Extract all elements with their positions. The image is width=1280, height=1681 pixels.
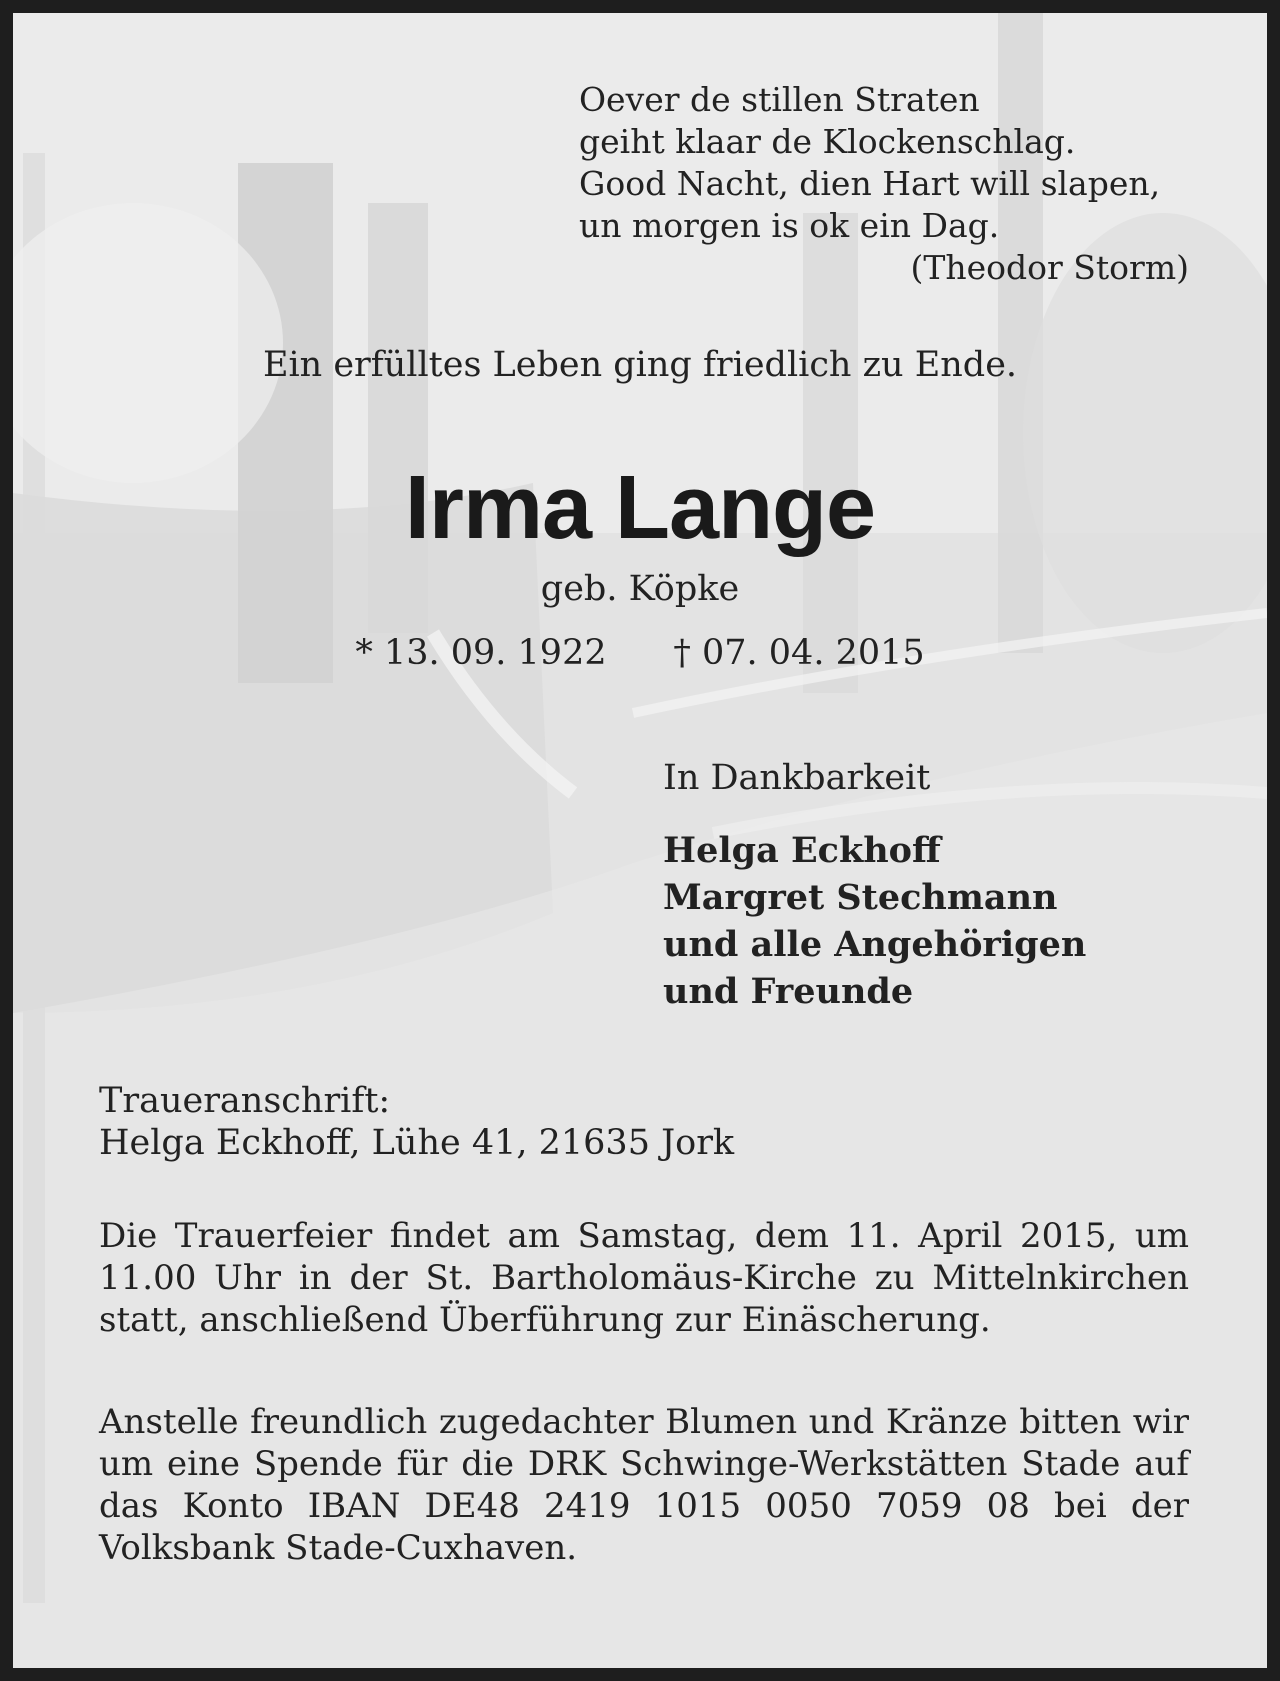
funeral-info-paragraph: Die Trauerfeier findet am Samstag, dem 11. April 2015, um 11.00 Uhr in der St. Bartholomäus-Kirche zu Mittelnkirchen statt, anschließend Überführung zur Einäscherung. <box>99 1216 1189 1340</box>
life-dates: * 13. 09. 1922 † 07. 04. 2015 <box>355 633 925 673</box>
deceased-name: Irma Lange <box>404 458 876 558</box>
mourner-name: Helga Eckhoff <box>663 830 941 871</box>
mourner-name: und alle Angehörigen <box>663 924 1087 965</box>
poem-line: Oever de stillen Straten <box>579 80 980 119</box>
mourning-address-label: Traueranschrift: <box>99 1081 391 1121</box>
mourner-name: und Freunde <box>663 971 914 1012</box>
poem-line: geiht klaar de Klockenschlag. <box>579 122 1076 161</box>
poem-line: Good Nacht, dien Hart will slapen, <box>579 164 1161 203</box>
poem-line: un morgen is ok ein Dag. <box>579 206 1000 245</box>
mourners-list <box>663 827 1086 1015</box>
thanks-heading: In Dankbarkeit <box>663 758 931 798</box>
poem <box>579 79 1189 289</box>
intro-line: Ein erfülltes Leben ging friedlich zu Ende. <box>262 345 1018 385</box>
mourner-name: Margret Stechmann <box>663 877 1058 918</box>
poem-author: (Theodor Storm) <box>910 248 1189 287</box>
maiden-name: geb. Köpke <box>540 569 740 609</box>
mourning-address: Helga Eckhoff, Lühe 41, 21635 Jork <box>99 1123 735 1163</box>
donation-info-paragraph: Anstelle freundlich zugedachter Blumen und Kränze bitten wir um eine Spende für die DRK Schwinge-Werkstätten Stade auf das Konto IBAN DE48 2419 1015 0050 7059 08 bei der Volksbank Stade-Cuxhaven. <box>99 1402 1189 1568</box>
